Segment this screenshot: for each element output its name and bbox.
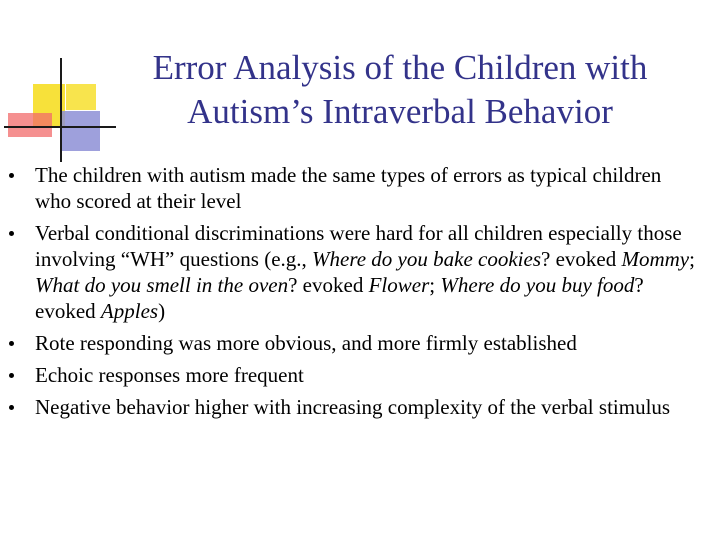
bullet-text: Rote responding was more obvious, and more firmly established — [35, 331, 577, 355]
bullet-text: Echoic responses more frequent — [35, 363, 304, 387]
bullet-text: ? evoked — [288, 273, 369, 297]
bullet-text: Verbal conditional discriminations were hard for all children especially those involving “WH” questions (e.g., — [35, 221, 682, 271]
bullet-text: ; — [429, 273, 441, 297]
bullet-italic-text: Mommy — [621, 247, 690, 271]
ornament-vertical-line — [60, 58, 62, 162]
bullet-text: ? evoked — [541, 247, 622, 271]
bullet-dot-icon — [9, 231, 14, 236]
bullet-list — [0, 162, 720, 426]
slide-title — [100, 46, 700, 134]
bullet-italic-text: Where do you bake cookies — [312, 247, 541, 271]
bullet-item — [0, 162, 720, 214]
bullet-item — [0, 330, 720, 356]
bullet-text: ) — [158, 299, 166, 323]
ornament-yellow-square-small — [66, 84, 96, 110]
bullet-italic-text: Apples — [100, 299, 159, 323]
ornament-red-square — [8, 113, 52, 137]
ornament-blue-square — [62, 111, 100, 151]
bullet-italic-text: Flower — [368, 273, 430, 297]
slide-title-line-1: Error Analysis of the Children with — [152, 48, 648, 87]
bullet-text: ? evoked — [35, 273, 644, 323]
bullet-italic-text: Where do you buy food — [440, 273, 635, 297]
bullet-dot-icon — [9, 405, 14, 410]
bullet-text: ; — [689, 247, 695, 271]
bullet-item — [0, 394, 720, 420]
bullet-text: Negative behavior higher with increasing complexity of the verbal stimulus — [35, 395, 671, 419]
bullet-item — [0, 220, 720, 324]
bullet-dot-icon — [9, 341, 14, 346]
bullet-italic-text: What do you smell in the oven — [35, 273, 289, 297]
bullet-dot-icon — [9, 173, 14, 178]
slide-title-line-2: Autism’s Intraverbal Behavior — [187, 92, 613, 131]
bullet-dot-icon — [9, 373, 14, 378]
bullet-text: The children with autism made the same types of errors as typical children who scored at their level — [35, 163, 662, 213]
bullet-item — [0, 362, 720, 388]
